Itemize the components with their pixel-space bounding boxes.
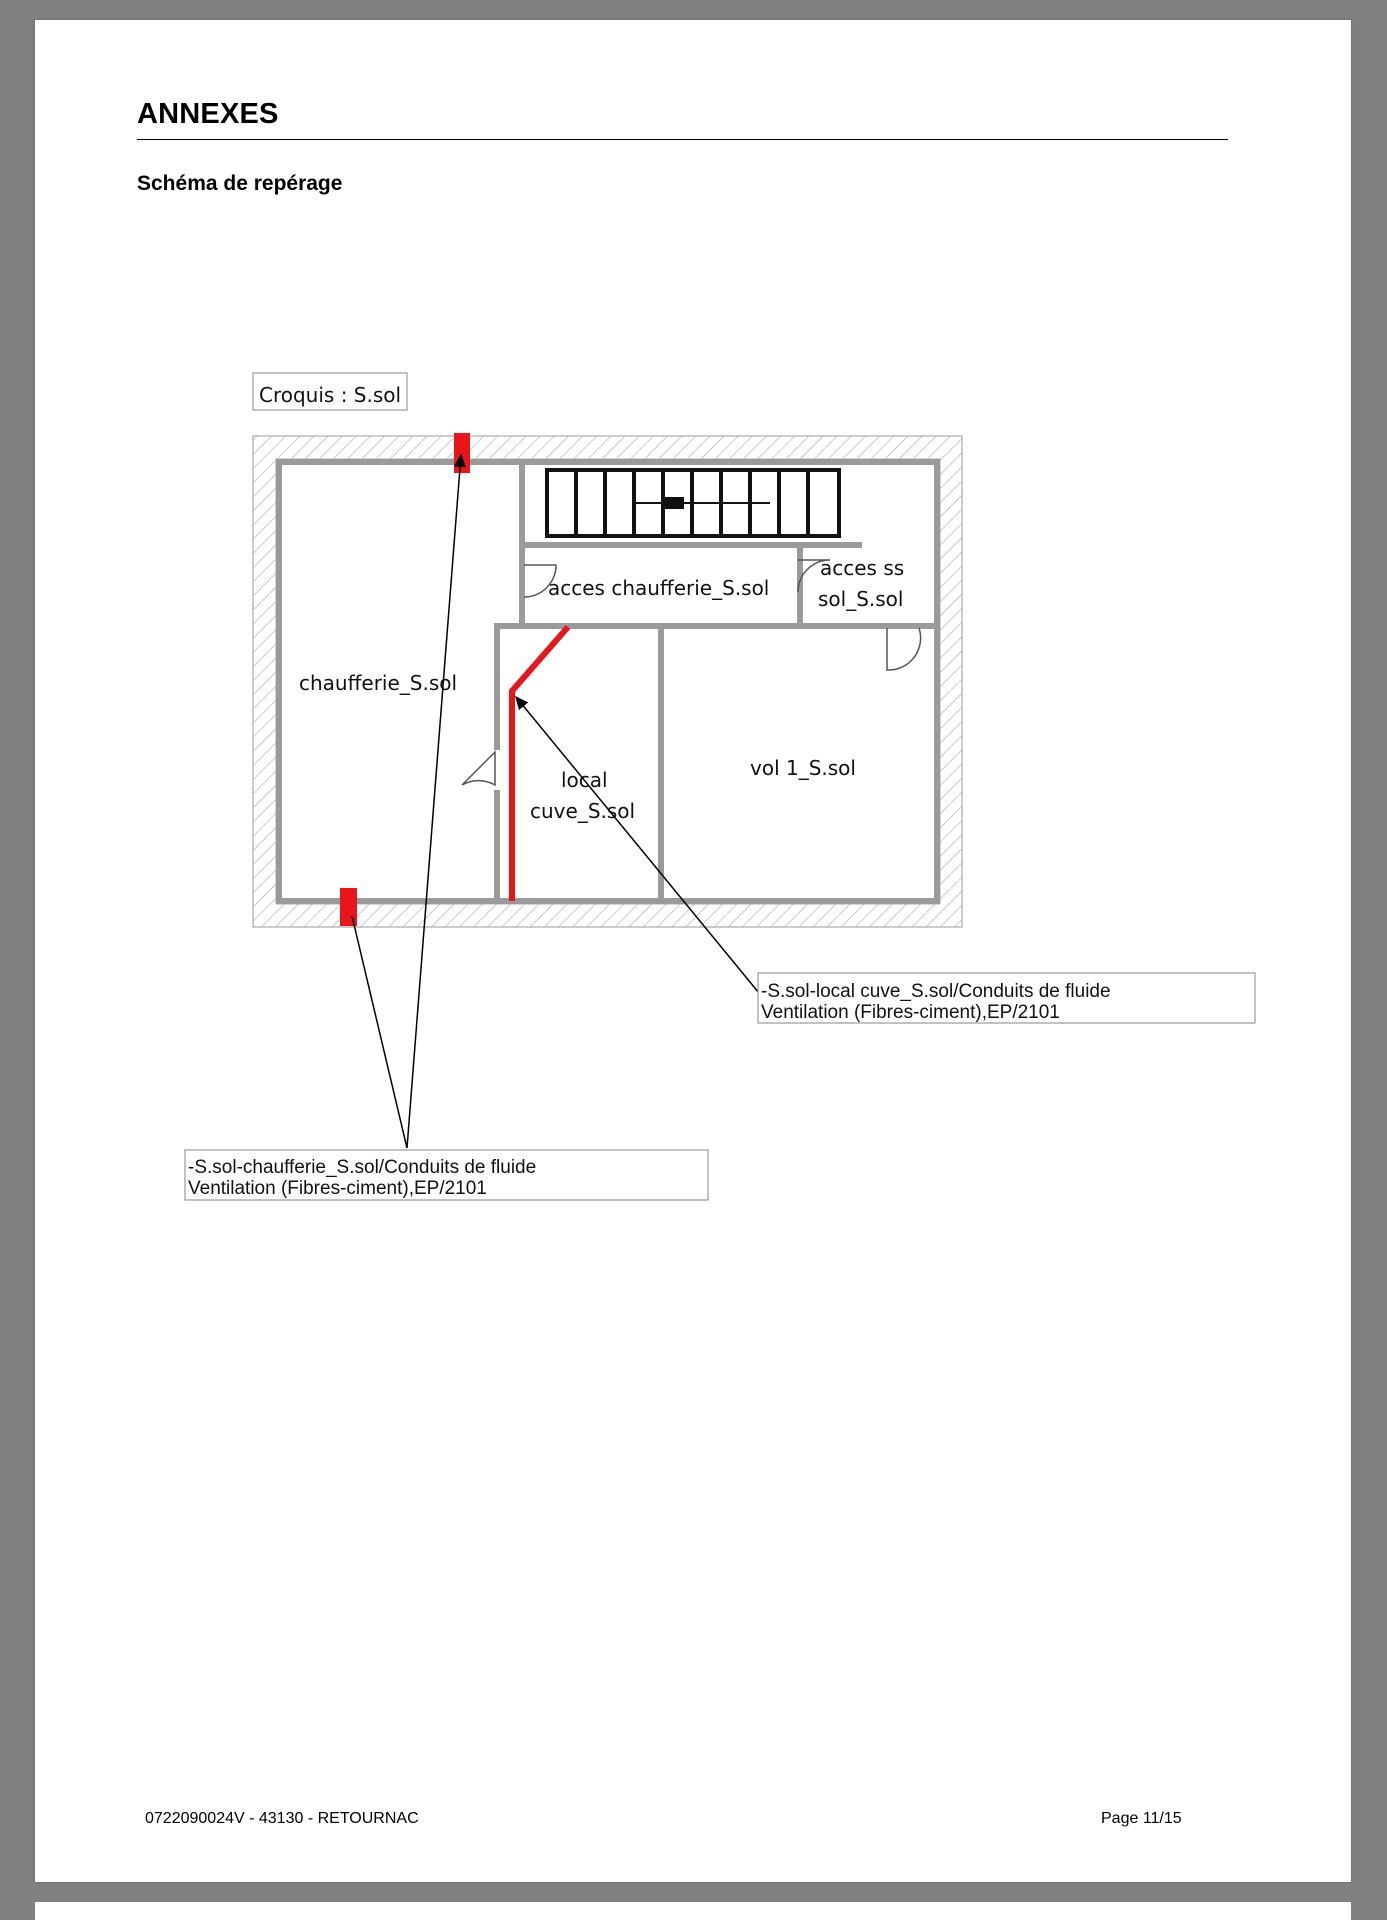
stairs-icon xyxy=(547,470,839,536)
room-acces-ss-label-1: acces ss xyxy=(820,556,905,580)
ventilation-duct xyxy=(512,627,568,901)
sketch-label: Croquis : S.sol xyxy=(259,383,402,407)
callout-chaufferie-line-1: -S.sol-chaufferie_S.sol/Conduits de fluide xyxy=(188,1157,537,1178)
room-acces-chaufferie-label: acces chaufferie_S.sol xyxy=(548,576,770,600)
section-subtitle: Schéma de repérage xyxy=(137,172,343,195)
footer-reference: 0722090024V - 43130 - RETOURNAC xyxy=(145,1810,419,1827)
page-title: ANNEXES xyxy=(137,98,279,130)
callout-local-cuve-line-1: -S.sol-local cuve_S.sol/Conduits de fluide xyxy=(761,981,1111,1002)
room-local-cuve-label-2: cuve_S.sol xyxy=(530,799,636,823)
callout-chaufferie-line-2: Ventilation (Fibres-ciment),EP/2101 xyxy=(188,1178,487,1199)
room-chaufferie-label: chaufferie_S.sol xyxy=(299,671,458,695)
next-page-edge xyxy=(35,1902,1351,1920)
footer-page-number: Page 11/15 xyxy=(1101,1810,1182,1827)
room-acces-ss-label-2: sol_S.sol xyxy=(818,587,904,611)
callout-local-cuve-line-2: Ventilation (Fibres-ciment),EP/2101 xyxy=(761,1002,1060,1023)
room-vol1-label: vol 1_S.sol xyxy=(750,756,856,780)
room-local-cuve-label-1: local xyxy=(561,768,608,792)
